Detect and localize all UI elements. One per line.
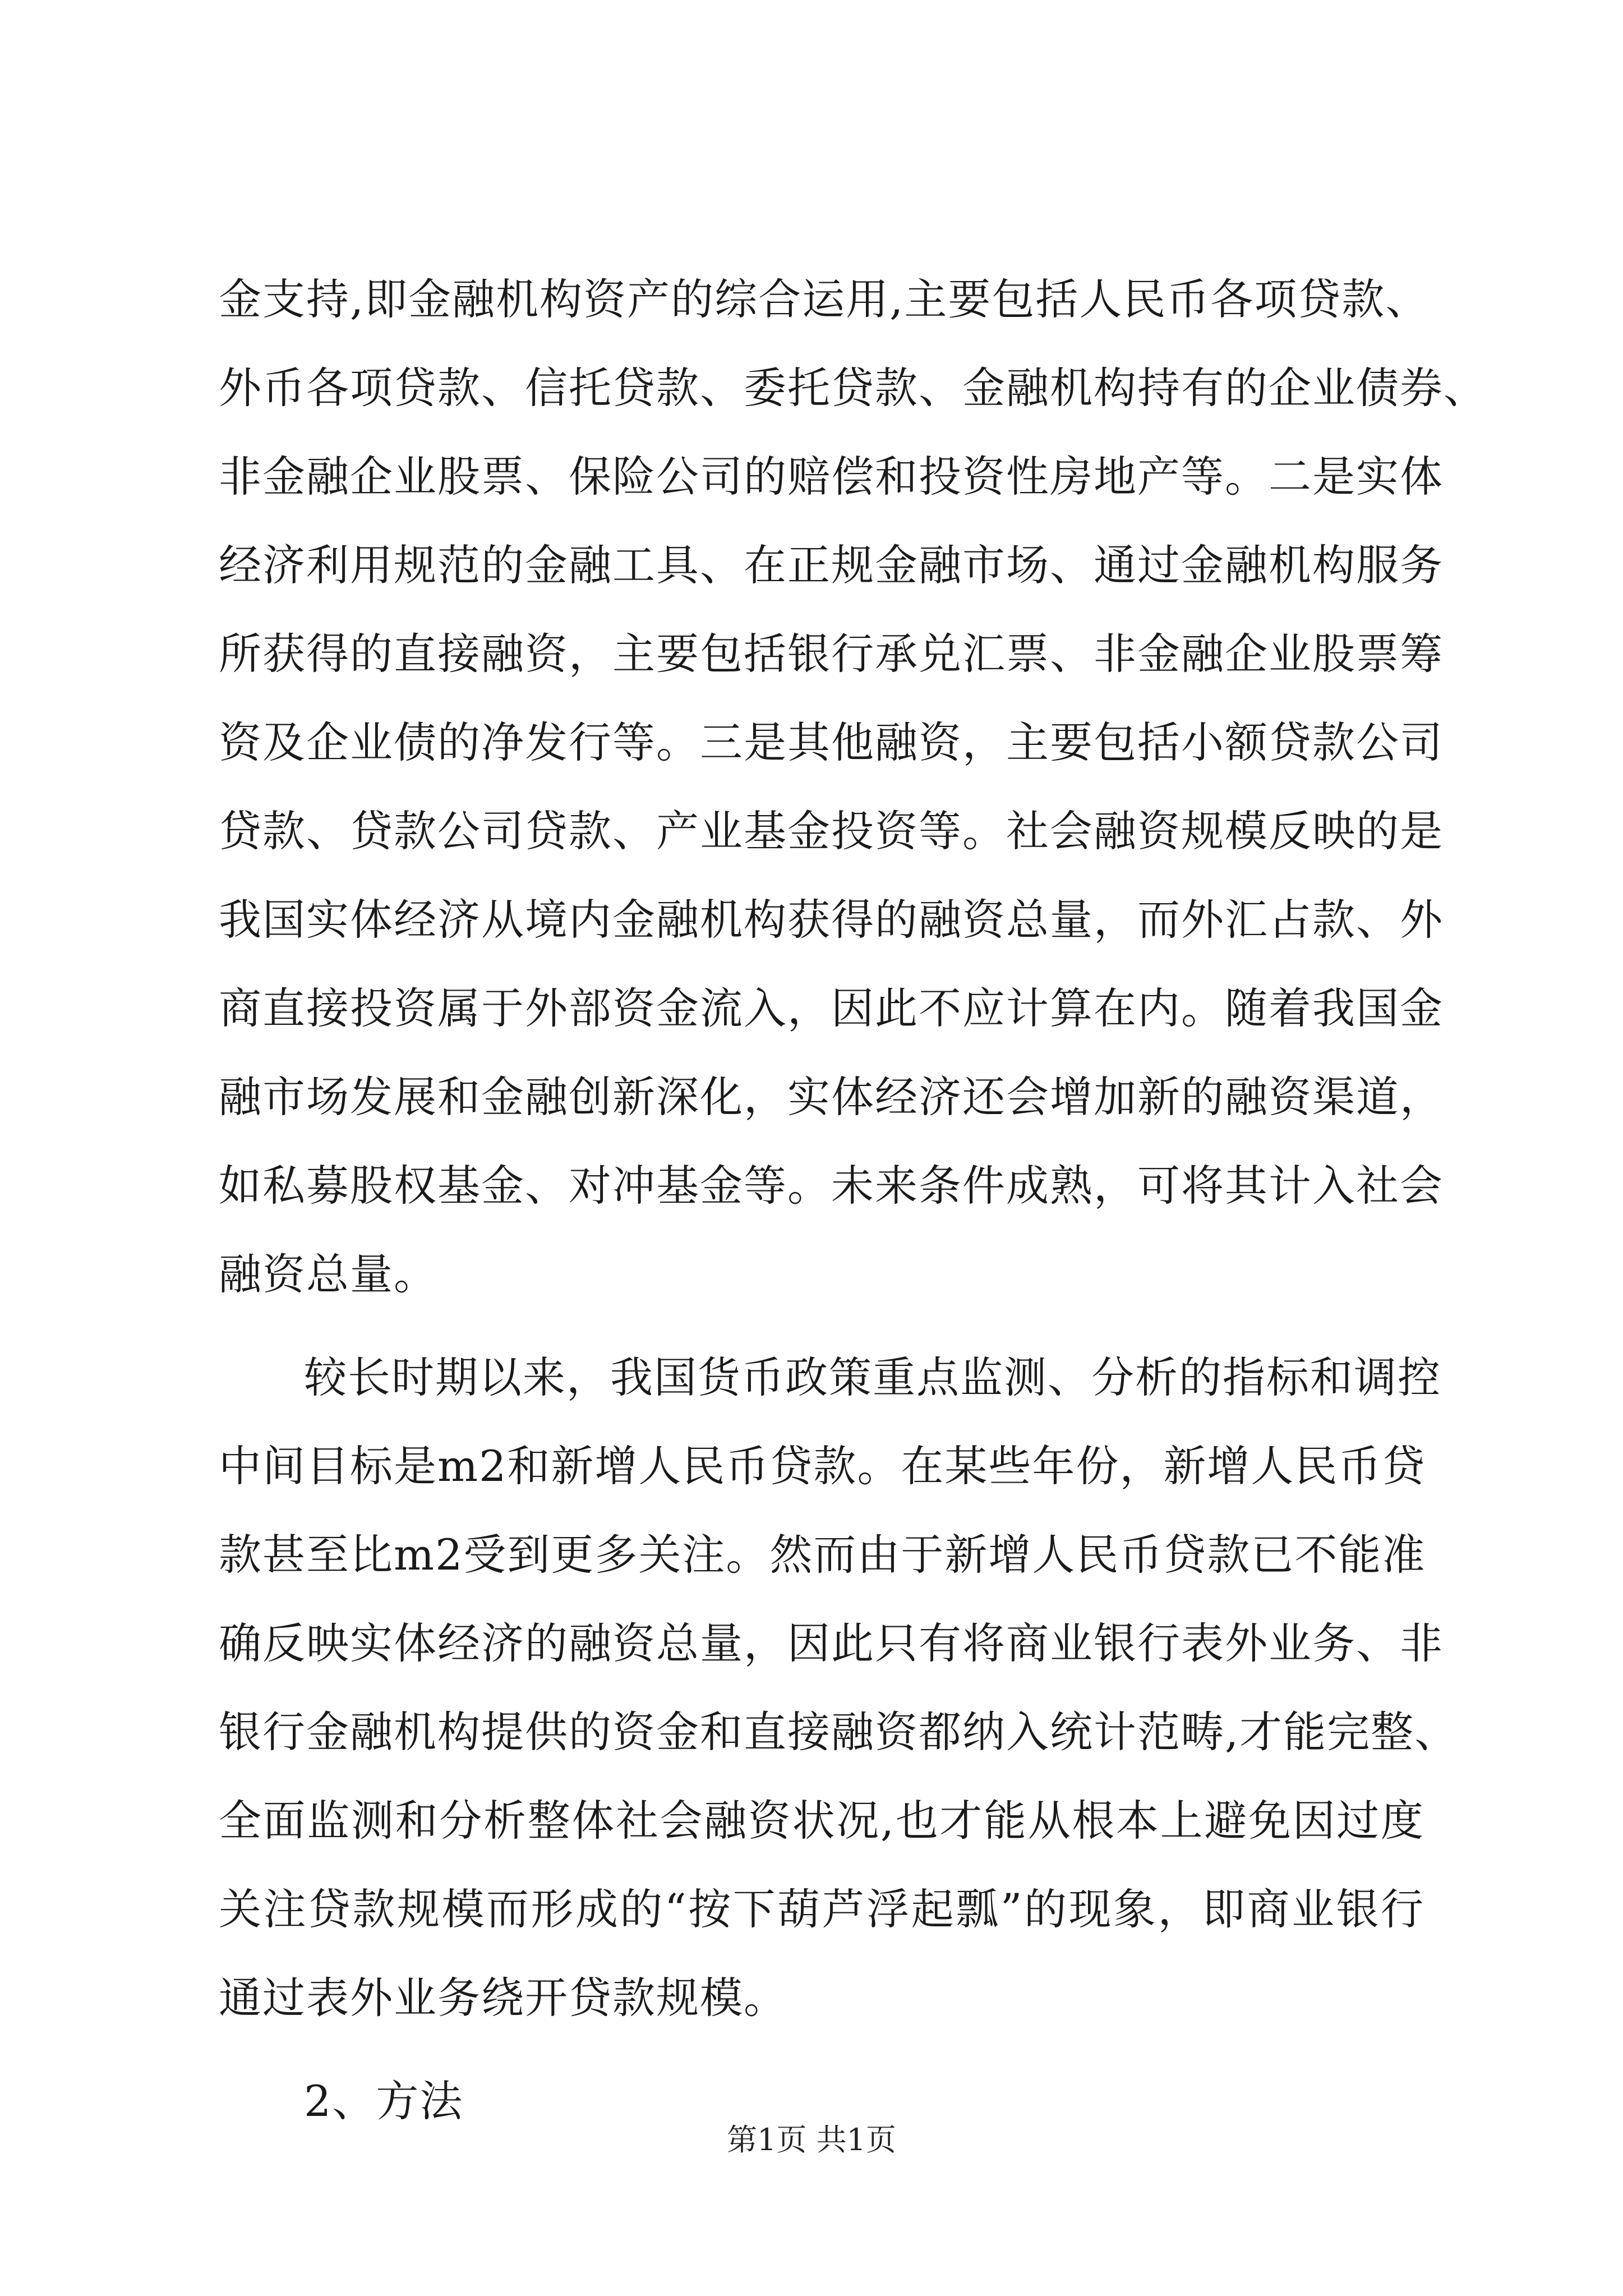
text-line: 确反映实体经济的融资总量，因此只有将商业银行表外业务、非: [219, 1618, 1444, 1668]
paragraph-gap: [219, 1319, 1424, 1333]
text-line: 金支持,即金融机构资产的综合运用,主要包括人民币各项贷款、: [219, 274, 1430, 324]
page-footer: 第1页 共1页: [727, 2122, 896, 2157]
paragraph-1: [219, 255, 1487, 2146]
text-line: 非金融企业股票、保险公司的赔偿和投资性房地产等。二是实体: [219, 452, 1444, 501]
text-line: 融资总量。: [219, 1249, 437, 1299]
text-line: 通过表外业务绕开贷款规模。: [219, 1973, 787, 2023]
text-line: 经济利用规范的金融工具、在正规金融市场、通过金融机构服务: [219, 540, 1444, 590]
text-line: 融市场发展和金融创新深化，实体经济还会增加新的融资渠道，: [219, 1072, 1444, 1122]
text-line: 关注贷款规模而形成的“按下葫芦浮起瓢”的现象，即商业银行: [219, 1884, 1424, 1934]
text-line: 如私募股权基金、对冲基金等。未来条件成熟，可将其计入社会: [219, 1161, 1444, 1211]
text-line: 外币各项贷款、信托贷款、委托贷款、金融机构持有的企业债券、: [219, 363, 1487, 413]
text-line: 所获得的直接融资，主要包括银行承兑汇票、非金融企业股票筹: [219, 629, 1444, 679]
text-line: 贷款、贷款公司贷款、产业基金投资等。社会融资规模反映的是: [219, 806, 1444, 856]
text-line: 资及企业债的净发行等。三是其他融资，主要包括小额贷款公司: [219, 717, 1444, 767]
text-line: 银行金融机构提供的资金和直接融资都纳入统计范畴,才能完整、: [219, 1707, 1459, 1757]
text-line: 中间目标是m2和新增人民币贷款。在某些年份，新增人民币贷: [219, 1441, 1426, 1491]
section-heading: 2、方法: [304, 2076, 464, 2126]
text-line: 商直接投资属于外部资金流入，因此不应计算在内。随着我国金: [219, 983, 1444, 1033]
text-line: 全面监测和分析整体社会融资状况,也才能从根本上避免因过度: [219, 1796, 1424, 1846]
text-line: 款甚至比m2受到更多关注。然而由于新增人民币贷款已不能准: [219, 1530, 1426, 1580]
text-line: 较长时期以来，我国货币政策重点监测、分析的指标和调控: [304, 1352, 1441, 1402]
paragraph-gap: [219, 2042, 1424, 2057]
text-line: 我国实体经济从境内金融机构获得的融资总量，而外汇占款、外: [219, 895, 1444, 945]
